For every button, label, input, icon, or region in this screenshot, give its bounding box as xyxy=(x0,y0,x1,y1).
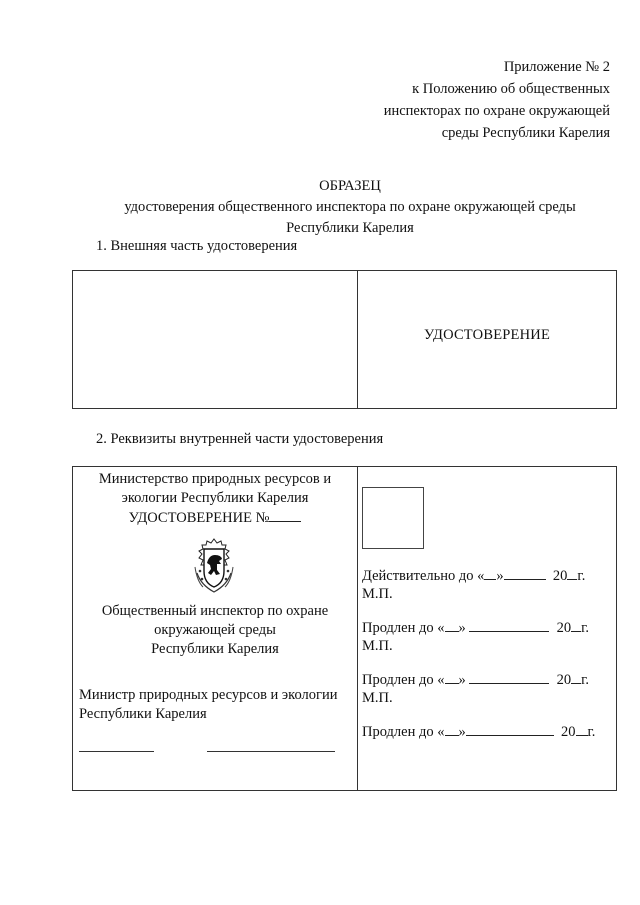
ministry-name xyxy=(73,470,357,508)
extended-suffix: г. xyxy=(581,620,590,636)
minister-title xyxy=(79,686,357,724)
heading-subtitle: удостоверения общественного инспектора по охране окружающей среды xyxy=(124,199,576,215)
ministry-line-1: Министерство природных ресурсов и xyxy=(98,471,332,487)
appendix-line-1: Приложение № 2 xyxy=(503,59,610,75)
inspector-title xyxy=(73,602,357,659)
minister-line-2: Республики Карелия xyxy=(79,706,207,722)
valid-year-label: 20 xyxy=(552,568,568,584)
extended-prefix: Продлен до « xyxy=(362,672,445,688)
photo-placeholder xyxy=(362,487,424,549)
inner-card-right xyxy=(358,467,616,790)
extended-year-blank xyxy=(571,619,581,632)
extended-year-label: 20 xyxy=(556,620,572,636)
extended-year-label: 20 xyxy=(561,724,576,740)
valid-month-blank xyxy=(504,567,546,580)
extended-day-blank xyxy=(445,619,459,632)
extended-month-blank xyxy=(469,671,549,684)
extended-month-blank xyxy=(466,723,554,736)
heading-sample: ОБРАЗЕЦ xyxy=(319,178,381,194)
extended-year-label: 20 xyxy=(556,672,572,688)
extended-year-blank xyxy=(576,723,588,736)
document-heading xyxy=(70,176,630,239)
signature-line xyxy=(79,751,154,752)
inspector-line-3: Республики Карелия xyxy=(151,641,279,657)
extended-mid: » xyxy=(458,724,466,740)
extended-day-blank xyxy=(445,671,459,684)
extended-prefix: Продлен до « xyxy=(362,620,445,636)
extended-year-blank xyxy=(571,671,581,684)
valid-until-mid: » xyxy=(496,568,504,584)
extension-block xyxy=(362,671,612,707)
valid-year-blank xyxy=(567,567,577,580)
validity-block xyxy=(362,567,612,603)
section-2-title: 2. Реквизиты внутренней части удостоверения xyxy=(96,431,384,447)
appendix-line-4: среды Республики Карелия xyxy=(441,125,610,141)
signature-name-line xyxy=(207,751,335,752)
certificate-number xyxy=(73,509,357,528)
ministry-line-2: экологии Республики Карелия xyxy=(121,490,309,506)
extended-prefix: Продлен до « xyxy=(362,724,445,740)
stamp-label: М.П. xyxy=(362,690,393,706)
outer-card xyxy=(72,270,617,409)
stamp-label: М.П. xyxy=(362,638,393,654)
valid-until-prefix: Действительно до « xyxy=(362,568,485,584)
extended-suffix: г. xyxy=(581,672,590,688)
certificate-number-blank xyxy=(269,509,301,522)
extended-suffix: г. xyxy=(587,724,596,740)
appendix-header xyxy=(310,56,610,144)
extension-block xyxy=(362,619,612,655)
extended-month-blank xyxy=(469,619,549,632)
extension-block xyxy=(362,723,612,741)
coat-of-arms-icon xyxy=(191,537,237,595)
valid-suffix: г. xyxy=(577,568,586,584)
valid-day-blank xyxy=(484,567,496,580)
appendix-line-3: инспекторах по охране окружающей xyxy=(383,103,610,119)
extended-mid: » xyxy=(458,620,466,636)
extended-day-blank xyxy=(445,723,459,736)
cover-title: УДОСТОВЕРЕНИЕ xyxy=(424,327,550,343)
extended-mid: » xyxy=(458,672,466,688)
section-1-title: 1. Внешняя часть удостоверения xyxy=(96,238,298,254)
appendix-line-2: к Положению об общественных xyxy=(412,81,610,97)
inner-card xyxy=(72,466,617,791)
inner-card-left xyxy=(73,467,357,790)
inspector-line-2: окружающей среды xyxy=(154,622,276,638)
inspector-line-1: Общественный инспектор по охране xyxy=(101,603,329,619)
stamp-label: М.П. xyxy=(362,586,393,602)
minister-line-1: Министр природных ресурсов и экологии xyxy=(79,687,338,703)
certificate-number-label: УДОСТОВЕРЕНИЕ № xyxy=(128,510,270,526)
heading-region: Республики Карелия xyxy=(286,220,414,236)
